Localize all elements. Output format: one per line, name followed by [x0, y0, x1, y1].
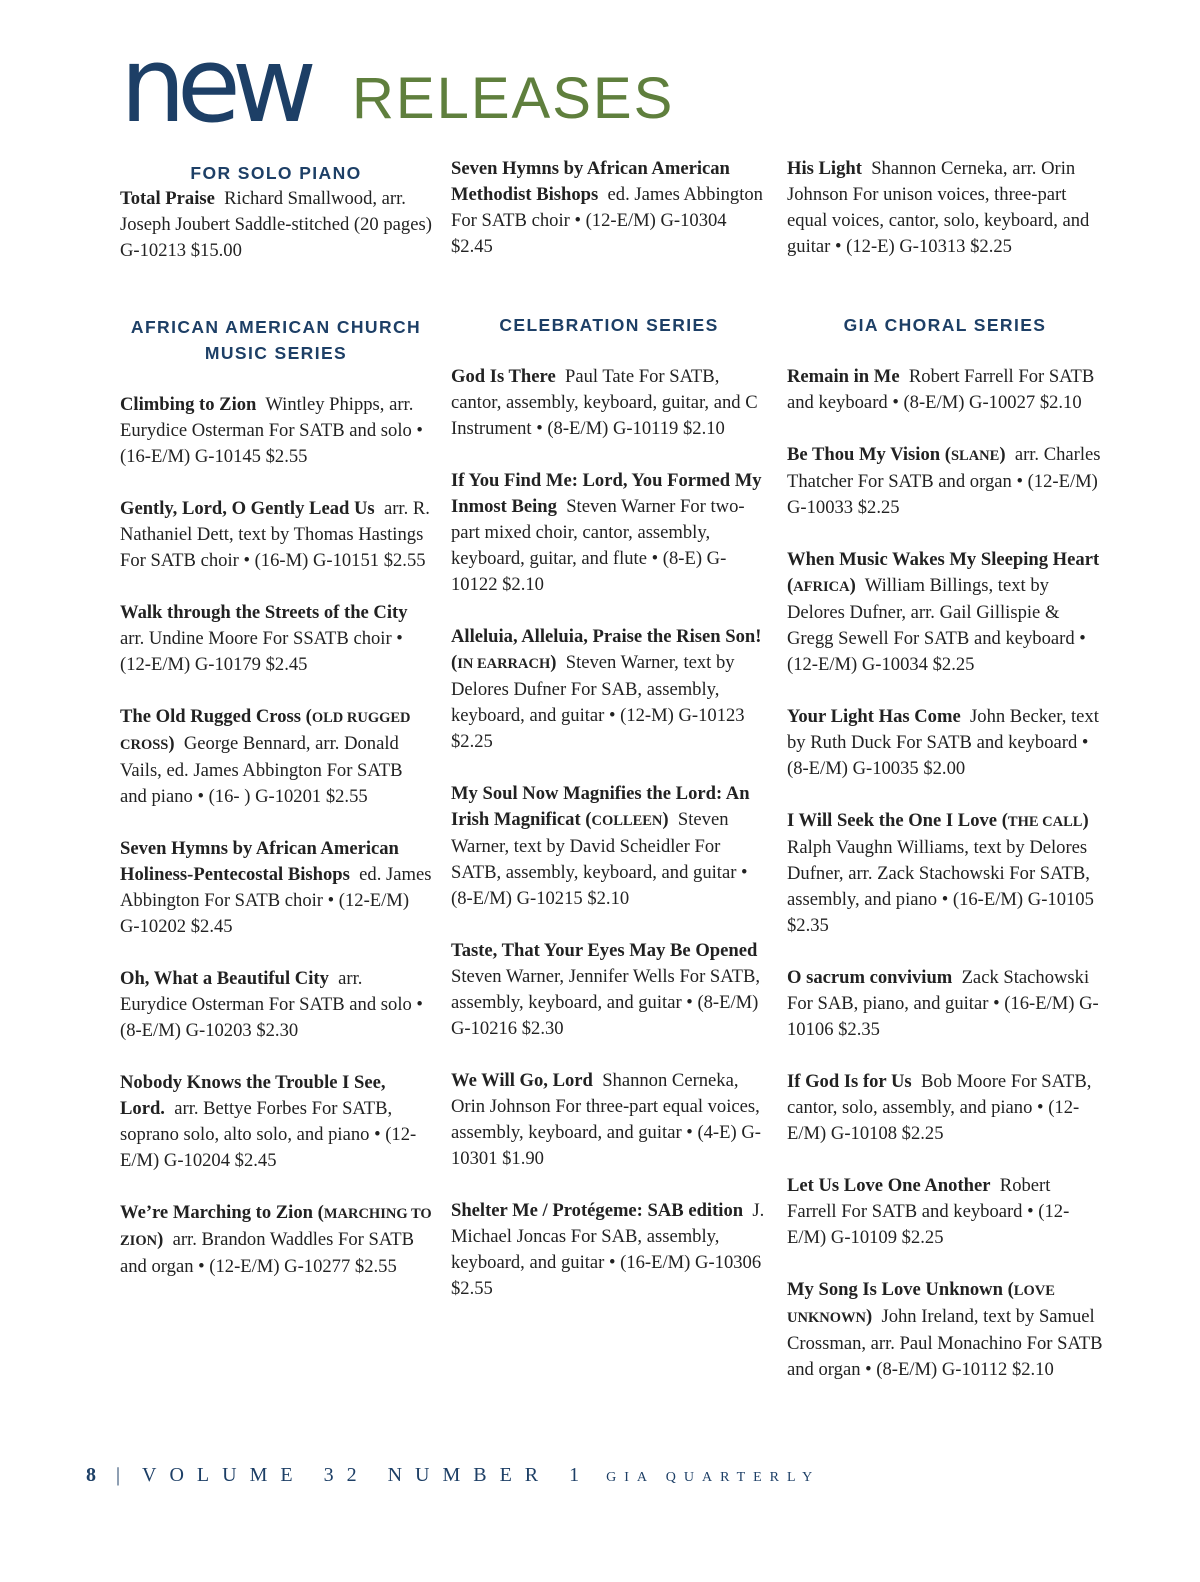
release-item — [787, 442, 1103, 521]
tune-name-close: ) — [1082, 810, 1089, 831]
release-item — [787, 1069, 1103, 1147]
release-item — [451, 364, 767, 442]
release-details: ed. James Abbington For SATB choir • (12-E/M) G-10304 $2.45 — [451, 184, 763, 257]
release-title: My Song Is Love Unknown ( — [787, 1279, 1014, 1300]
tune-name: THE CALL — [1007, 814, 1083, 830]
release-title: Gently, Lord, O Gently Lead Us — [120, 498, 375, 519]
release-title: His Light — [787, 158, 862, 179]
tune-name-close: ) — [849, 575, 856, 596]
release-details: arr. Bettye Forbes For SATB, soprano solo, alto solo, and piano • (12-E/M) G-10204 $2.45 — [120, 1098, 417, 1171]
release-title: If You Find Me: Lord, You Formed My Inmost Being — [451, 470, 762, 517]
tune-name-close: ) — [550, 652, 557, 673]
tune-name: MARCHING TO ZION — [120, 1206, 432, 1249]
release-title: Let Us Love One Another — [787, 1175, 991, 1196]
release-item — [120, 1200, 432, 1280]
tune-name-close: ) — [168, 733, 175, 754]
release-title: We Will Go, Lord — [451, 1070, 593, 1091]
release-item — [120, 496, 432, 574]
volume-info: VOLUME 32 NUMBER 1 — [142, 1464, 593, 1486]
release-details: Robert Farrell For SATB and keyboard • (12-E/M) G-10109 $2.25 — [787, 1175, 1070, 1248]
release-details: Steven Warner, Jennifer Wells For SATB, assembly, keyboard, and guitar • (8-E/M) G-10216 $2.30 — [451, 966, 761, 1039]
release-details: Zack Stachowski For SAB, piano, and guitar • (16-E/M) G-10106 $2.35 — [787, 967, 1099, 1040]
column-2 — [451, 156, 767, 1302]
release-item — [120, 600, 432, 678]
release-details: Ralph Vaughn Williams, text by Delores Dufner, arr. Zack Stachowski For SATB, assembly, and piano • (16-E/M) G-10105 $2.35 — [787, 837, 1094, 936]
release-item — [787, 364, 1103, 416]
release-details: Wintley Phipps, arr. Eurydice Osterman For SATB and solo • (16-E/M) G-10145 $2.55 — [120, 394, 423, 467]
release-title: Alleluia, Alleluia, Praise the Risen Son! ( — [451, 626, 762, 673]
release-title: The Old Rugged Cross ( — [120, 706, 312, 727]
tune-name-close: ) — [662, 809, 669, 830]
tune-name-close: ) — [999, 444, 1006, 465]
logo-new: new — [120, 24, 308, 146]
release-item — [120, 704, 432, 810]
release-title: Total Praise — [120, 188, 215, 209]
release-details: George Bennard, arr. Donald Vails, ed. James Abbington For SATB and piano • (16- ) G-10201 $2.55 — [120, 733, 403, 807]
release-item — [120, 966, 432, 1044]
release-title: Shelter Me / Protégeme: SAB edition — [451, 1200, 744, 1221]
release-details: arr. Brandon Waddles For SATB and organ • (12-E/M) G-10277 $2.55 — [120, 1229, 414, 1277]
section-heading: FOR SOLO PIANO — [190, 163, 362, 183]
release-item — [451, 156, 767, 260]
release-title: Nobody Knows the Trouble I See, Lord. — [120, 1072, 386, 1119]
release-title: Be Thou My Vision ( — [787, 444, 951, 465]
release-title: Walk through the Streets of the City — [120, 602, 408, 623]
release-item — [120, 392, 432, 470]
release-item — [787, 965, 1103, 1043]
release-item — [120, 1070, 432, 1174]
release-item — [787, 808, 1103, 939]
release-item — [451, 781, 767, 912]
release-item — [787, 1277, 1103, 1383]
tune-name-close: ) — [157, 1229, 164, 1250]
release-details: Steven Warner For two-part mixed choir, cantor, assembly, keyboard, guitar, and flute • (8-E) G-10122 $2.10 — [451, 496, 745, 595]
release-title: Oh, What a Beautiful City — [120, 968, 329, 989]
tune-name: COLLEEN — [591, 813, 663, 829]
release-details: Paul Tate For SATB, cantor, assembly, keyboard, guitar, and C Instrument • (8-E/M) G-10119 $2.10 — [451, 366, 758, 439]
release-details: J. Michael Joncas For SAB, assembly, keyboard, and guitar • (16-E/M) G-10306 $2.55 — [451, 1200, 765, 1299]
release-details: arr. Undine Moore For SSATB choir • (12-E/M) G-10179 $2.45 — [120, 628, 403, 675]
release-item — [120, 186, 432, 264]
release-title: Remain in Me — [787, 366, 900, 387]
release-details: arr. Charles Thatcher For SATB and organ • (12-E/M) G-10033 $2.25 — [787, 444, 1101, 518]
tune-name-close: ) — [865, 1306, 873, 1327]
tune-name: SLANE — [950, 448, 1000, 464]
release-title: My Soul Now Magnifies the Lord: An Irish Magnificat ( — [451, 783, 750, 830]
release-title: If God Is for Us — [787, 1071, 912, 1092]
section-heading: GIA CHORAL SERIES — [843, 315, 1047, 335]
release-title: Your Light Has Come — [787, 706, 961, 727]
release-item — [787, 704, 1103, 782]
tune-name: AFRICA — [793, 579, 850, 595]
release-details: arr. Eurydice Osterman For SATB and solo • (8-E/M) G-10203 $2.30 — [120, 968, 423, 1041]
release-item — [787, 547, 1103, 678]
publication-name: GIA QUARTERLY — [606, 1470, 821, 1485]
release-details: arr. R. Nathaniel Dett, text by Thomas Hastings For SATB choir • (16-M) G-10151 $2.55 — [120, 498, 430, 571]
page-number: 8 — [86, 1464, 96, 1486]
release-title: When Music Wakes My Sleeping Heart ( — [787, 549, 1100, 596]
release-title: God Is There — [451, 366, 556, 387]
release-details: William Billings, text by Delores Dufner, arr. Gail Gillispie & Gregg Sewell For SATB and keyboard • (12-E/M) G-10034 $2.25 — [787, 575, 1086, 675]
release-details: Richard Smallwood, arr. Joseph Joubert Saddle-stitched (20 pages) G-10213 $15.00 — [120, 188, 432, 261]
release-details: Steven Warner, text by David Scheidler For SATB, assembly, keyboard, and guitar • (8-E/M) G-10215 $2.10 — [451, 809, 748, 909]
release-details: Steven Warner, text by Delores Dufner For SAB, assembly, keyboard, and guitar • (12-M) G-10123 $2.25 — [451, 652, 745, 752]
release-title: Climbing to Zion — [120, 394, 257, 415]
page-footer — [86, 1464, 820, 1487]
release-details: Shannon Cerneka, arr. Orin Johnson For unison voices, three-part equal voices, cantor, solo, keyboard, and guitar • (12-E) G-10313 $2.25 — [787, 158, 1090, 257]
release-item — [451, 468, 767, 598]
release-title: Seven Hymns by African American Methodist Bishops — [451, 158, 730, 205]
release-details: John Becker, text by Ruth Duck For SATB and keyboard • (8-E/M) G-10035 $2.00 — [787, 706, 1099, 779]
release-details: John Ireland, text by Samuel Crossman, arr. Paul Monachino For SATB and organ • (8-E/M) G-10112 $2.10 — [787, 1306, 1103, 1380]
release-title: I Will Seek the One I Love ( — [787, 810, 1008, 831]
column-3 — [787, 156, 1103, 1383]
tune-name: OLD RUGGED CROSS — [120, 710, 411, 753]
release-title: Taste, That Your Eyes May Be Opened — [451, 940, 758, 961]
release-title: O sacrum convivium — [787, 967, 953, 988]
release-item — [451, 938, 767, 1042]
release-item — [451, 1198, 767, 1302]
release-details: ed. James Abbington For SATB choir • (12-E/M) G-10202 $2.45 — [120, 864, 432, 937]
release-details: Shannon Cerneka, Orin Johnson For three-part equal voices, assembly, keyboard, and guitar • (4-E) G-10301 $1.90 — [451, 1070, 761, 1169]
release-item — [451, 1068, 767, 1172]
release-details: Bob Moore For SATB, cantor, solo, assembly, and piano • (12-E/M) G-10108 $2.25 — [787, 1071, 1092, 1144]
section-heading: CELEBRATION SERIES — [499, 315, 719, 335]
release-item — [787, 156, 1103, 260]
release-title: Seven Hymns by African American Holiness-Pentecostal Bishops — [120, 838, 399, 885]
release-item — [120, 836, 432, 940]
release-details: Robert Farrell For SATB and keyboard • (8-E/M) G-10027 $2.10 — [787, 366, 1095, 413]
section-heading: AFRICAN AMERICAN CHURCH MUSIC SERIES — [130, 317, 422, 363]
tune-name: IN EARRACH — [457, 656, 551, 672]
release-title: We’re Marching to Zion ( — [120, 1202, 324, 1223]
column-1 — [120, 156, 432, 1280]
tune-name: LOVE UNKNOWN — [787, 1283, 1055, 1326]
logo-releases: RELEASES — [352, 66, 675, 131]
footer-separator: | — [116, 1464, 121, 1486]
release-item — [451, 624, 767, 755]
release-item — [787, 1173, 1103, 1251]
